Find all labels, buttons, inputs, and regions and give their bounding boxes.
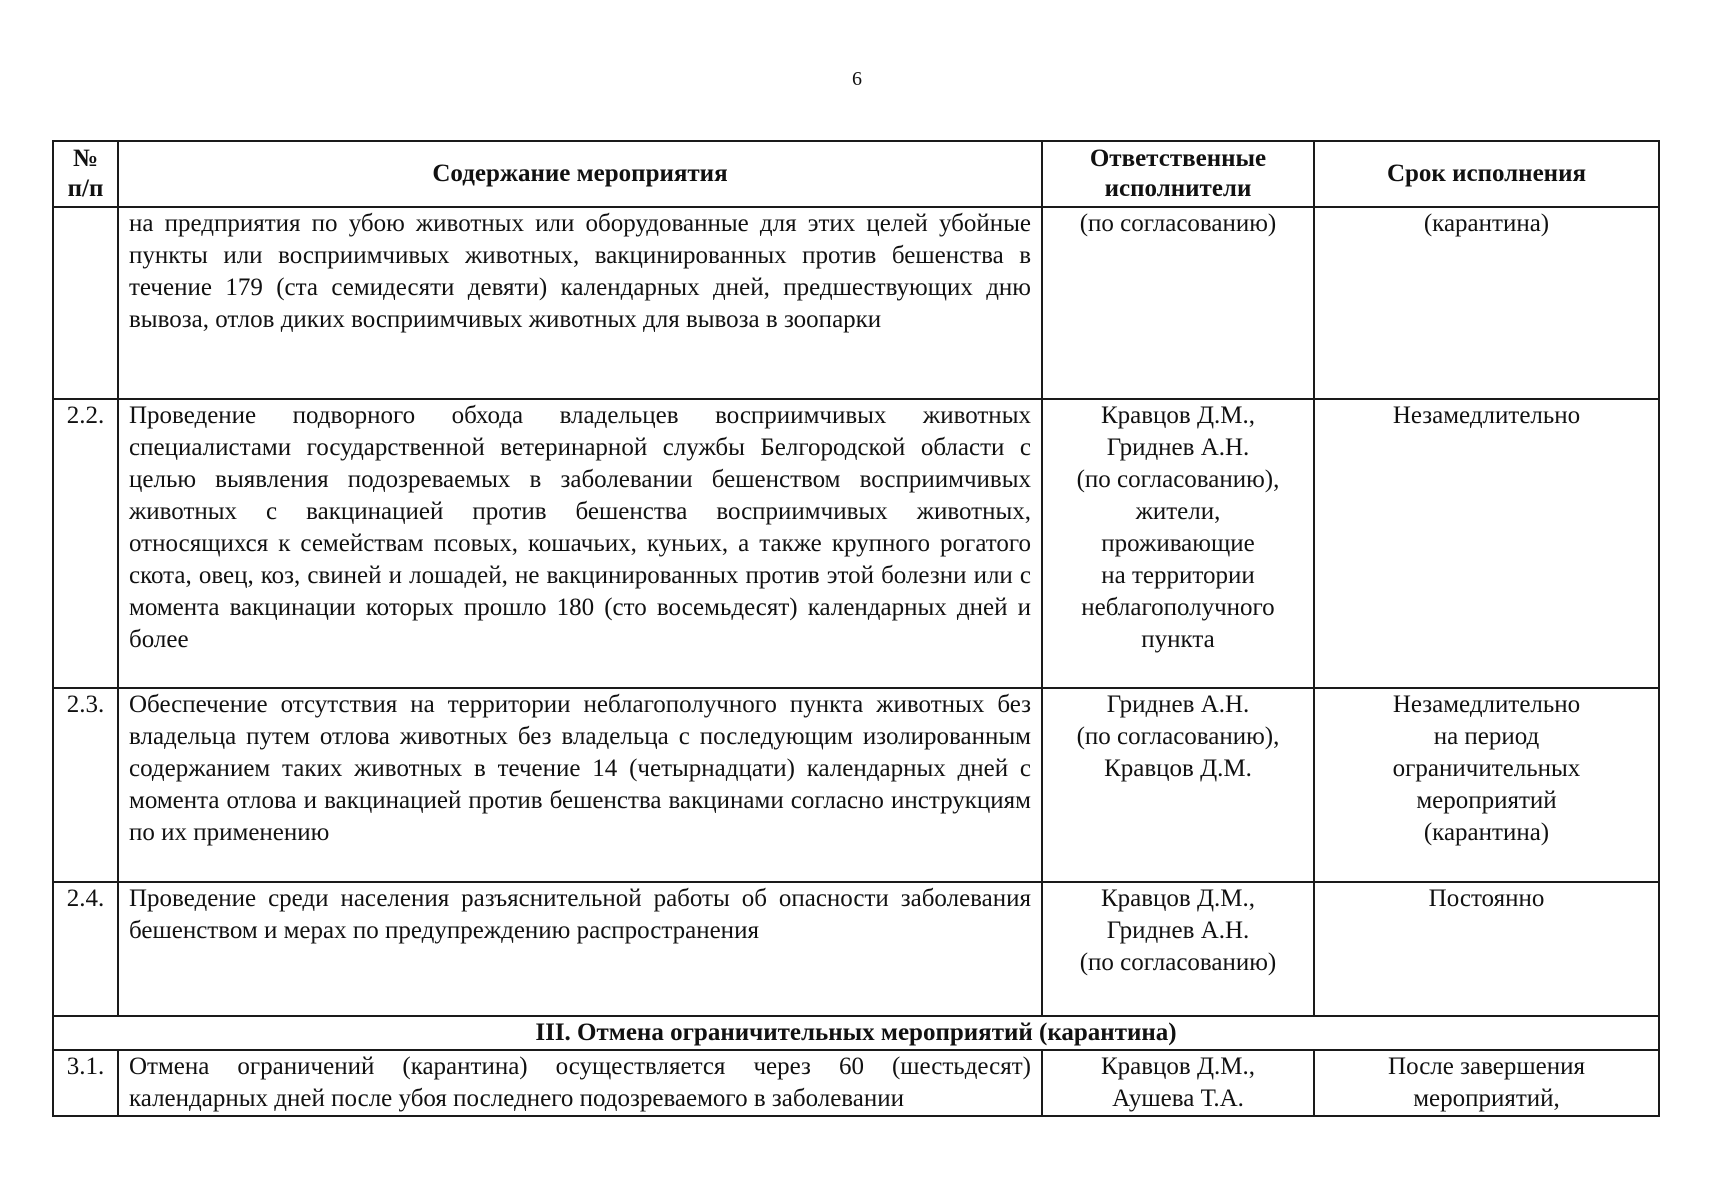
responsible-line: (по согласованию), (1076, 723, 1280, 750)
row-responsible (1042, 688, 1314, 882)
responsible-line: (по согласованию) (1079, 210, 1277, 237)
responsible-line: (по согласованию), (1076, 466, 1280, 493)
deadline-line: мероприятий (1416, 787, 1557, 814)
row-content: Проведение среди населения разъяснительной работы об опасности заболевания бешенством и мерах по предупреждению распространения (118, 882, 1042, 1016)
row-deadline (1314, 882, 1659, 1016)
responsible-line: пункта (1141, 626, 1215, 653)
page-number: 6 (852, 68, 862, 90)
row-num: 2.2. (53, 399, 118, 688)
header-num: № п/п (53, 141, 118, 207)
row-num: 2.3. (53, 688, 118, 882)
table-row (53, 207, 1659, 399)
deadline-line: (карантина) (1423, 210, 1550, 237)
row-deadline (1314, 688, 1659, 882)
section-row (53, 1016, 1659, 1050)
row-num: 3.1. (53, 1050, 118, 1116)
deadline-line: ограничительных (1392, 755, 1581, 782)
deadline-line: Незамедлительно (1392, 402, 1581, 429)
responsible-line: на территории (1101, 562, 1255, 589)
deadline-line: (карантина) (1423, 819, 1550, 846)
table-row (53, 399, 1659, 688)
deadline-line: После завершения (1388, 1053, 1585, 1080)
responsible-line: Гриднев А.Н. (1106, 917, 1250, 944)
table-row (53, 688, 1659, 882)
header-deadline: Срок исполнения (1314, 141, 1659, 207)
row-content: на предприятия по убою животных или оборудованные для этих целей убойные пункты или восприимчивых животных, вакцинированных против бешенства в течение 179 (ста семидесяти девяти) календарных дней, предшествующих дню вывоза, отлов диких восприимчивых животных для вывоза в зоопарки (118, 207, 1042, 399)
responsible-line: Кравцов Д.М., (1100, 1053, 1256, 1080)
deadline-line: на период (1433, 723, 1540, 750)
deadline-line: Незамедлительно (1392, 691, 1581, 718)
row-responsible (1042, 1050, 1314, 1116)
table-row (53, 882, 1659, 1016)
row-responsible (1042, 399, 1314, 688)
row-deadline (1314, 207, 1659, 399)
row-responsible (1042, 882, 1314, 1016)
row-content: Отмена ограничений (карантина) осуществляется через 60 (шестьдесят) календарных дней после убоя последнего подозреваемого в заболевании (118, 1050, 1042, 1116)
responsible-line: проживающие (1101, 530, 1255, 557)
responsible-line: Аушева Т.А. (1112, 1085, 1244, 1112)
responsible-line: Кравцов Д.М., (1100, 885, 1256, 912)
responsible-line: Гриднев А.Н. (1106, 434, 1250, 461)
row-responsible (1042, 207, 1314, 399)
responsible-line: (по согласованию) (1079, 949, 1277, 976)
row-num (53, 207, 118, 399)
header-responsible: Ответственные исполнители (1042, 141, 1314, 207)
table-row (53, 1050, 1659, 1116)
deadline-line: мероприятий, (1413, 1085, 1560, 1112)
deadline-line: Постоянно (1428, 885, 1545, 912)
row-content: Проведение подворного обхода владельцев восприимчивых животных специалистами государственной ветеринарной службы Белгородской области с целью выявления подозреваемых в заболевании бешенством восприимчивых животных с вакцинацией против бешенства восприимчивых животных, относящихся к семействам псовых, кошачьих, куньих, а также крупного рогатого скота, овец, коз, свиней и лошадей, не вакцинированных против этой болезни или с момента вакцинации которых прошло 180 (сто восемьдесят) календарных дней и более (118, 399, 1042, 688)
responsible-line: жители, (1135, 498, 1221, 525)
responsible-line: неблагополучного (1081, 594, 1275, 621)
section-title: III. Отмена ограничительных мероприятий (карантина) (53, 1016, 1659, 1050)
row-content: Обеспечение отсутствия на территории неблагополучного пункта животных без владельца путем отлова животных без владельца с последующим изолированным содержанием таких животных в течение 14 (четырнадцати) календарных дней с момента отлова и вакцинацией против бешенства вакцинами согласно инструкциям по их применению (118, 688, 1042, 882)
header-content: Содержание мероприятия (118, 141, 1042, 207)
row-deadline (1314, 1050, 1659, 1116)
table-header-row (53, 141, 1659, 207)
row-deadline (1314, 399, 1659, 688)
row-num: 2.4. (53, 882, 118, 1016)
responsible-line: Кравцов Д.М., (1100, 402, 1256, 429)
responsible-line: Гриднев А.Н. (1106, 691, 1250, 718)
measures-table (52, 140, 1660, 1117)
responsible-line: Кравцов Д.М. (1104, 755, 1252, 782)
